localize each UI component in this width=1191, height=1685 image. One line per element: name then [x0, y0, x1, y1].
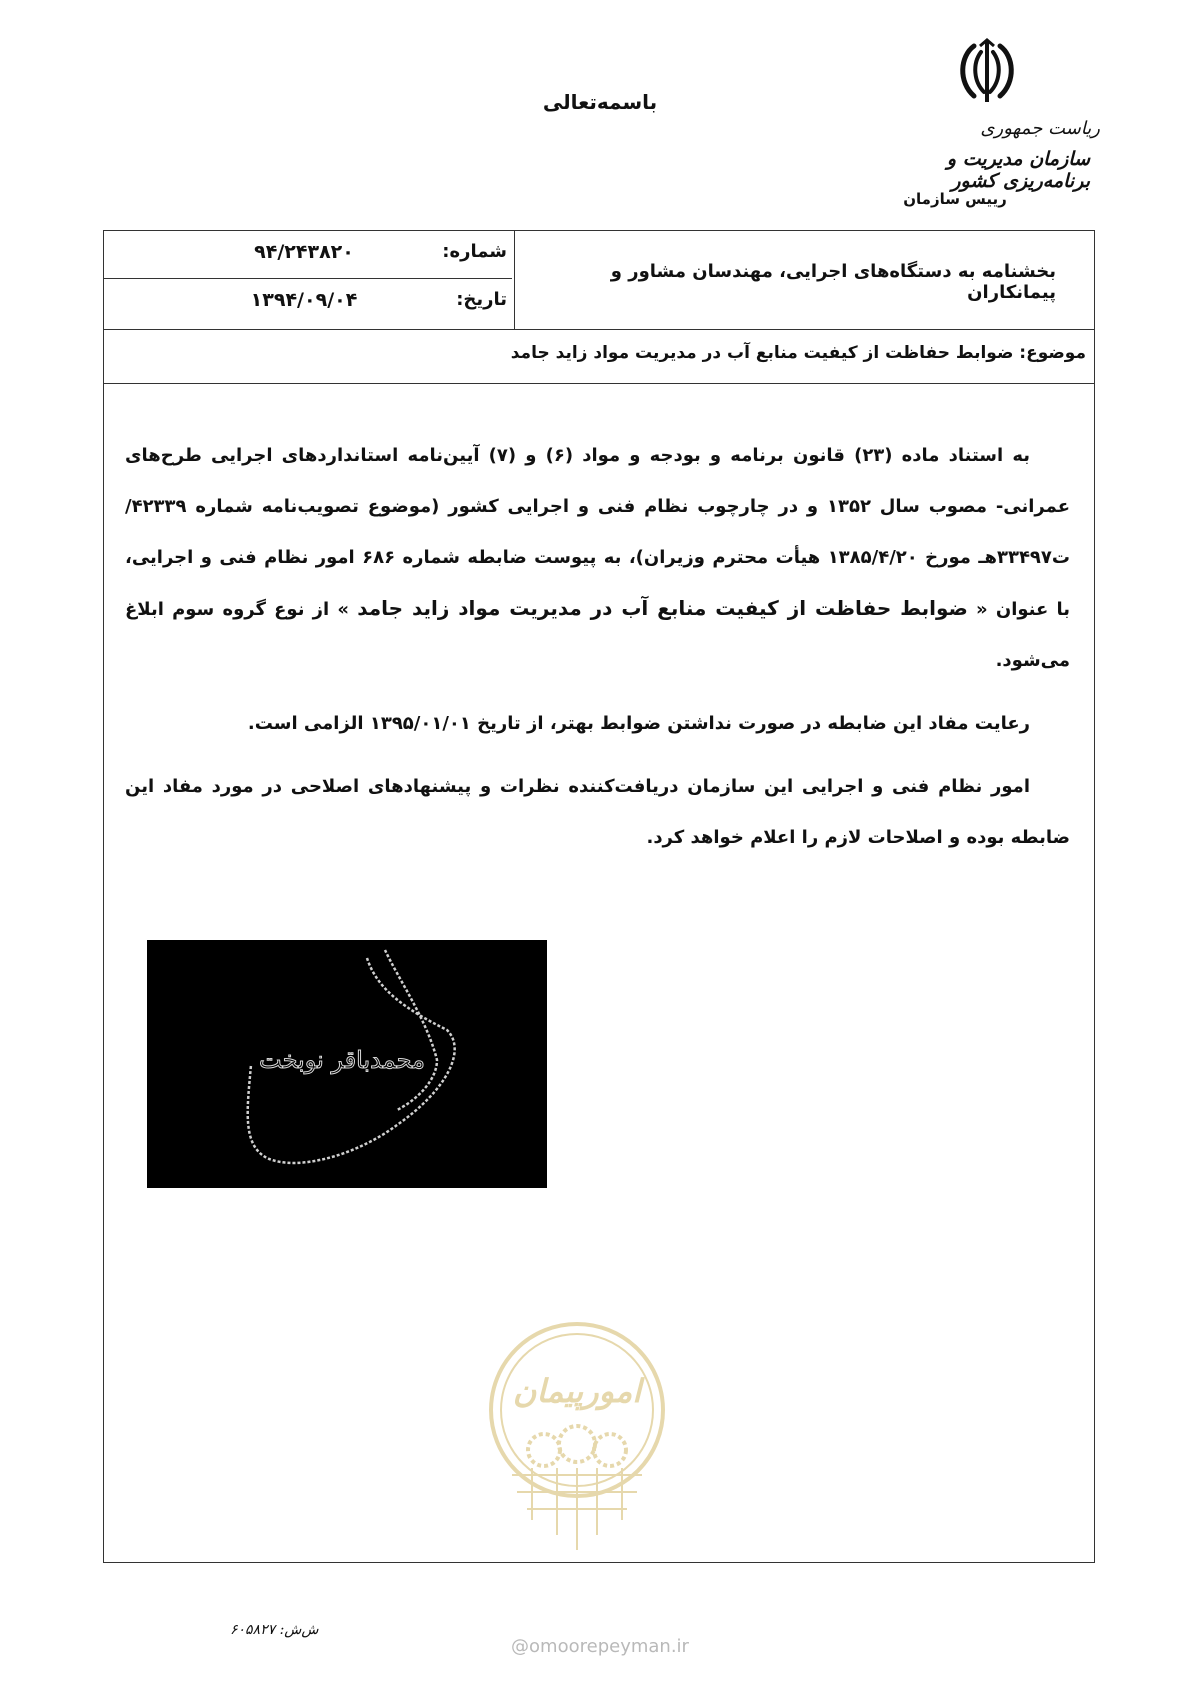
org-name: سازمان مدیریت و برنامه‌ریزی کشور	[946, 148, 1090, 192]
number-value: ۹۴/۲۴۳۸۲۰	[254, 241, 354, 263]
meta-column-divider	[514, 231, 515, 329]
body-paragraph-2: رعایت مفاد این ضابطه در صورت نداشتن ضوابط بهتر، از تاریخ ۱۳۹۵/۰۱/۰۱ الزامی است.	[247, 713, 1030, 734]
letter-body	[125, 430, 1070, 875]
date-label: تاریخ:	[456, 289, 507, 310]
footer-code: ش‌ش: ۶۰۵۸۲۷	[230, 1622, 319, 1638]
date-value: ۱۳۹۴/۰۹/۰۴	[250, 289, 358, 311]
header-divider	[104, 329, 1094, 330]
signature-name: محمدباقر نوبخت	[259, 1046, 425, 1074]
recipients-line: بخشنامه به دستگاه‌های اجرایی، مهندسان مشاور و پیمانکاران	[610, 261, 1056, 303]
number-label: شماره:	[442, 241, 507, 262]
watermark-text: امورپیمان	[512, 1372, 642, 1410]
handwritten-signature-icon	[147, 940, 547, 1188]
subject-divider	[104, 383, 1094, 384]
site-url: @omoorepeyman.ir	[511, 1636, 689, 1657]
body-paragraph-3: امور نظام فنی و اجرایی این سازمان دریافت‌کننده نظرات و پیشنهادهای اصلاحی در مورد مفاد این ضابطه بوده و اصلاحات لازم را اعلام خواهد کرد.	[125, 776, 1070, 848]
signature-image	[147, 940, 547, 1188]
standard-title: ضوابط حفاظت از کیفیت منابع آب در مدیریت مواد زاید جامد	[357, 596, 968, 620]
meta-divider	[104, 278, 512, 279]
p1-before: به استناد ماده (۲۳) قانون برنامه و بودجه و مواد (۶) و (۷) آیین‌نامه استانداردهای اجرایی طرح‌های عمرانی- مصوب سال ۱۳۵۲ و در چارچوب نظام فنی و اجرایی کشور (موضوع تصویب‌نامه شماره ۴۲۳۳۹/ت۳۳۴۹۷هـ مورخ ۱۳۸۵/۴/۲۰ هیأت محترم وزیران)، به پیوست ضابطه شماره ۶۸۶ امور نظام فنی و اجرایی، با عنوان «	[125, 445, 1071, 620]
subject-line: موضوع: ضوابط حفاظت از کیفیت منابع آب در مدیریت مواد زاید جامد	[510, 343, 1086, 363]
iran-emblem-icon	[952, 38, 1022, 108]
bismillah-heading: باسمه‌تعالی	[542, 90, 658, 114]
p1-after: » از نوع گروه سوم ابلاغ می‌شود.	[125, 599, 1070, 671]
org-head-title: رییس سازمان	[903, 190, 1007, 208]
omoorepeyman-seal-icon	[482, 1310, 672, 1610]
body-paragraph-1	[125, 430, 1070, 686]
org-presidency: ریاست جمهوری	[980, 118, 1100, 139]
